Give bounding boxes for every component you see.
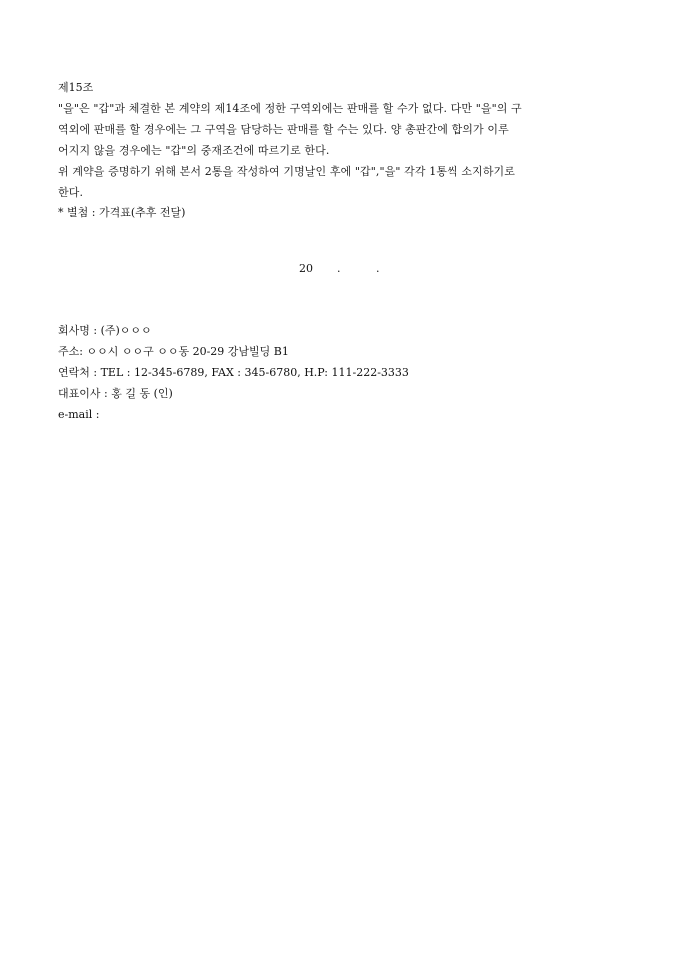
attachment-note: * 별첨 : 가격표(추후 전달) [58, 206, 186, 219]
article-line: 위 계약을 증명하기 위해 본서 2통을 작성하여 기명날인 후에 "갑","을" 각각 1통씩 소지하기로 [58, 165, 515, 178]
date-day-dot: . [376, 262, 380, 275]
article-body [58, 98, 624, 203]
contract-page [58, 78, 624, 223]
company-email: e-mail : [58, 408, 100, 421]
article-line: 한다. [58, 186, 84, 199]
company-contact: 연락처 : TEL : 12-345-6789, FAX : 345-6780, H.P: 111-222-3333 [58, 366, 409, 379]
article-line: "을"은 "갑"과 체결한 본 계약의 제14조에 정한 구역외에는 판매를 할 수가 없다. 다만 "을"의 구 [58, 102, 522, 115]
article-line: 어지지 않을 경우에는 "갑"의 중재조건에 따르기로 한다. [58, 144, 330, 157]
date-year: 20 [299, 262, 313, 275]
company-address: 주소: ㅇㅇ시 ㅇㅇ구 ㅇㅇ동 20-29 강남빌딩 B1 [58, 345, 289, 358]
company-ceo: 대표이사 : 홍 길 동 (인) [58, 387, 173, 400]
company-info [58, 320, 618, 425]
date-month-dot: . [337, 262, 341, 275]
article-title: 제15조 [58, 81, 94, 94]
company-name: 회사명 : (주)ㅇㅇㅇ [58, 324, 152, 337]
article-line: 역외에 판매를 할 경우에는 그 구역을 담당하는 판매를 할 수는 있다. 양 총판간에 합의가 이루 [58, 123, 509, 136]
